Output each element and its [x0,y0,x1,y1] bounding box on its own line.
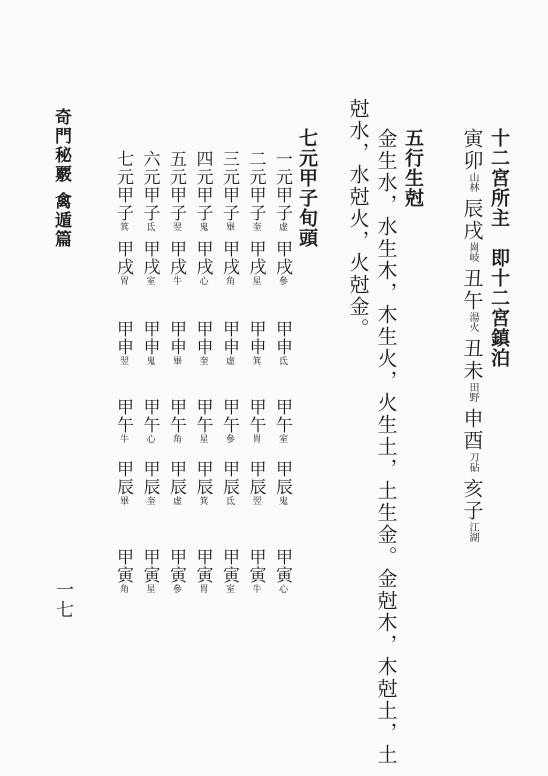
cycle-cell: 甲午室 [272,398,292,444]
cycle-cell: 甲申箕 [245,320,266,366]
book-title: 奇門秘覈 [51,108,71,184]
cycle-cell: 甲戌室 [139,240,160,286]
cycle-cell: 甲寅參 [166,548,186,594]
cycle-cell: 甲申鬼 [139,320,160,366]
cycle-head: 一元甲子虛 [272,150,292,232]
cycle-cell: 甲辰鬼 [272,460,292,506]
cycle-cell: 甲午胃 [245,398,266,444]
chapter-title: 禽遁篇 [51,192,71,249]
cycle-cell: 甲辰畢 [113,460,133,506]
five-elements-heading: 五行生尅 [402,128,424,208]
palace-note: 江湖 [467,522,478,542]
cycle-heading: 七元甲子旬頭 [296,128,318,248]
cycle-cell: 甲辰氐 [219,460,239,506]
cycle-head: 五元甲子翌 [166,150,186,232]
cycle-cell: 甲辰奎 [139,460,160,506]
cycle-cell: 甲寅星 [139,548,160,594]
cycle-cell: 甲午心 [139,398,160,444]
cycle-cell: 甲戌心 [192,240,213,286]
cycle-cell: 甲午角 [166,398,186,444]
cycle-cell: 甲申氐 [272,320,292,366]
cycle-cell: 甲寅室 [219,548,239,594]
cycle-cell: 甲申翌 [113,320,133,366]
cycle-cell: 甲申虛 [219,320,239,366]
palace-branch: 申酉 [460,408,484,452]
cycle-head: 六元甲子氐 [139,150,160,232]
cycle-cell: 甲戌角 [219,240,239,286]
palace-branch: 丑午 [460,268,484,312]
palace-branch: 辰戌 [460,198,484,242]
cycle-head: 二元甲子奎 [245,150,266,232]
cycle-head: 四元甲子鬼 [192,150,213,232]
palace-branch: 寅卯 [460,128,484,172]
cycle-cell: 甲午牛 [113,398,133,444]
cycle-cell: 甲寅心 [272,548,292,594]
palace-branch: 亥子 [460,478,484,522]
palace-heading: 十二宮所主 即十二宮鎮泊 [488,128,510,368]
cycle-cell: 甲戌參 [272,240,292,286]
palace-note: 湯火 [467,312,478,332]
palace-line [462,128,482,542]
cycle-cell: 甲寅牛 [245,548,266,594]
cycle-cell: 甲辰箕 [192,460,213,506]
cycle-cell: 甲午星 [192,398,213,444]
palace-note: 山林 [467,172,478,192]
cycle-cell: 甲寅角 [113,548,133,594]
cycle-cell: 甲申奎 [192,320,213,366]
cycle-head: 七元甲子箕 [113,150,133,232]
palace-note: 田野 [467,382,478,402]
cycle-cell: 甲辰翌 [245,460,266,506]
cycle-cell: 甲午參 [219,398,239,444]
cycle-cell: 甲戌星 [245,240,266,286]
cycle-cell: 甲辰虛 [166,460,186,506]
five-elements-text-1: 金生水，水生木，木生火，火生土，土生金。金尅木，木尅土，土 [374,128,398,766]
five-elements-text-2: 尅水，水尅火，火尅金。 [346,98,370,340]
page-number: 一七 [53,580,74,620]
cycle-cell: 甲戌胃 [113,240,133,286]
palace-note: 刀砧 [467,452,478,472]
cycle-cell: 甲戌牛 [166,240,186,286]
cycle-head: 三元甲子畢 [219,150,239,232]
palace-note: 崗岐 [467,242,478,262]
palace-branch: 丑未 [460,338,484,382]
cycle-cell: 甲寅胃 [192,548,213,594]
cycle-cell: 甲申畢 [166,320,186,366]
